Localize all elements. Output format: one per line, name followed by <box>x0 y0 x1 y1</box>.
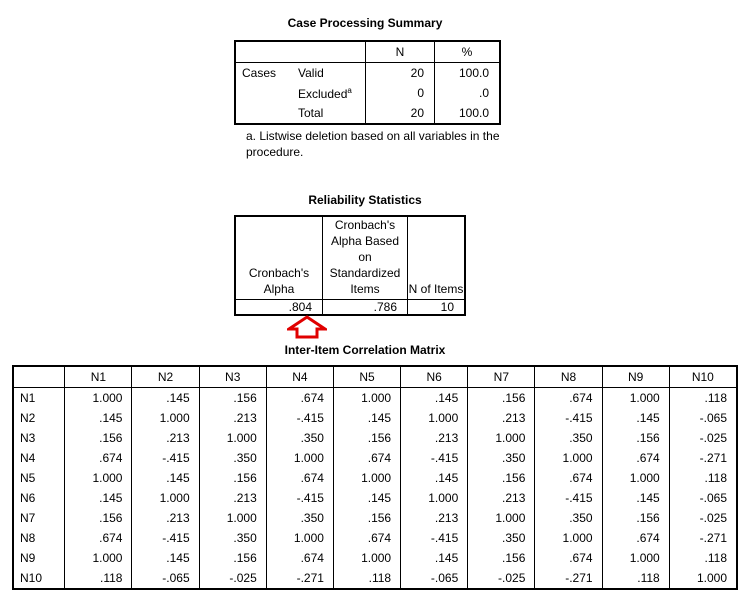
cronbach-alpha-value: .804 <box>288 300 312 314</box>
correlation-cell: .350 <box>535 428 602 448</box>
correlation-cell: -.415 <box>535 488 602 508</box>
row-label-total: Total <box>298 106 324 120</box>
table-row <box>13 448 737 468</box>
col-header: N7 <box>468 366 535 388</box>
correlation-cell: .674 <box>65 448 132 468</box>
correlation-cell: .350 <box>266 508 333 528</box>
correlation-cell: -.415 <box>132 448 199 468</box>
correlation-matrix-table <box>12 365 738 590</box>
correlation-cell: .145 <box>602 408 669 428</box>
correlation-cell: .156 <box>65 508 132 528</box>
col-header: N8 <box>535 366 602 388</box>
header-alpha-standardized: Cronbach's Alpha Based on Standardized Items <box>323 216 408 300</box>
correlation-cell: .145 <box>65 408 132 428</box>
row-header: N6 <box>20 491 36 505</box>
correlation-cell: .118 <box>669 388 737 409</box>
header-n-items: N of Items <box>408 216 466 300</box>
row-header: N10 <box>20 571 43 585</box>
correlation-cell: 1.000 <box>401 408 468 428</box>
correlation-cell: 1.000 <box>266 448 333 468</box>
correlation-cell: 1.000 <box>468 428 535 448</box>
correlation-cell: .674 <box>602 448 669 468</box>
correlation-cell: -.025 <box>468 568 535 589</box>
row-header: N5 <box>20 471 36 485</box>
correlation-cell: .350 <box>199 448 266 468</box>
excluded-pct: .0 <box>435 83 501 103</box>
table-row <box>13 388 737 409</box>
col-header: N10 <box>669 366 737 388</box>
correlation-cell: -.415 <box>266 408 333 428</box>
correlation-cell: .145 <box>132 548 199 568</box>
row-header: N2 <box>20 411 36 425</box>
reliability-title: Reliability Statistics <box>308 193 422 207</box>
case-processing-title: Case Processing Summary <box>287 16 443 30</box>
correlation-cell: 1.000 <box>199 428 266 448</box>
correlation-cell: .350 <box>468 528 535 548</box>
correlation-cell: .118 <box>669 548 737 568</box>
correlation-cell: -.065 <box>669 488 737 508</box>
correlation-cell: 1.000 <box>65 388 132 409</box>
correlation-cell: .156 <box>199 388 266 409</box>
correlation-cell: .118 <box>602 568 669 589</box>
row-header: N8 <box>20 531 36 545</box>
correlation-cell: .674 <box>602 528 669 548</box>
matrix-header-row <box>13 366 737 388</box>
table-row <box>13 548 737 568</box>
correlation-cell: -.271 <box>535 568 602 589</box>
row-label-excluded: Excluded$^a$ <box>298 85 352 101</box>
correlation-cell: .156 <box>602 428 669 448</box>
correlation-cell: .674 <box>535 548 602 568</box>
correlation-cell: .350 <box>199 528 266 548</box>
table-row <box>13 428 737 448</box>
table-row <box>13 508 737 528</box>
header-blank <box>235 41 298 63</box>
col-header: N5 <box>333 366 400 388</box>
correlation-cell: -.415 <box>535 408 602 428</box>
correlation-cell: -.065 <box>132 568 199 589</box>
col-header: N3 <box>199 366 266 388</box>
correlation-cell: -.271 <box>669 448 737 468</box>
correlation-cell: 1.000 <box>535 528 602 548</box>
correlation-title: Inter-Item Correlation Matrix <box>284 343 446 357</box>
up-arrow-icon <box>287 315 327 339</box>
correlation-cell: .674 <box>535 388 602 409</box>
correlation-cell: .213 <box>401 428 468 448</box>
correlation-cell: 1.000 <box>669 568 737 589</box>
correlation-cell: .350 <box>535 508 602 528</box>
total-pct: 100.0 <box>435 103 501 124</box>
valid-pct: 100.0 <box>435 63 501 84</box>
correlation-cell: .145 <box>333 488 400 508</box>
correlation-cell: .213 <box>199 488 266 508</box>
correlation-cell: -.415 <box>401 528 468 548</box>
listwise-footnote: a. Listwise deletion based on all variables in the procedure. <box>246 129 500 159</box>
correlation-cell: -.025 <box>669 428 737 448</box>
correlation-cell: .156 <box>333 428 400 448</box>
correlation-cell: .156 <box>65 428 132 448</box>
correlation-cell: 1.000 <box>132 408 199 428</box>
correlation-cell: .350 <box>468 448 535 468</box>
correlation-cell: .156 <box>602 508 669 528</box>
correlation-cell: .156 <box>468 468 535 488</box>
table-row <box>13 568 737 589</box>
col-header: N6 <box>401 366 468 388</box>
correlation-cell: 1.000 <box>602 548 669 568</box>
table-row <box>13 488 737 508</box>
table-row <box>13 528 737 548</box>
correlation-cell: .213 <box>401 508 468 528</box>
correlation-cell: .156 <box>199 468 266 488</box>
correlation-cell: .145 <box>401 388 468 409</box>
correlation-cell: 1.000 <box>333 388 400 409</box>
correlation-cell: .674 <box>266 468 333 488</box>
correlation-cell: -.065 <box>401 568 468 589</box>
valid-n: 20 <box>366 63 435 84</box>
cases-group-label: Cases <box>242 66 277 80</box>
reliability-table <box>234 215 466 316</box>
correlation-cell: .213 <box>468 408 535 428</box>
correlation-cell: .156 <box>199 548 266 568</box>
correlation-cell: .145 <box>401 468 468 488</box>
correlation-cell: -.271 <box>669 528 737 548</box>
header-percent: % <box>435 41 501 63</box>
correlation-cell: .145 <box>132 388 199 409</box>
case-processing-table <box>234 40 501 125</box>
correlation-cell: 1.000 <box>602 468 669 488</box>
row-header: N7 <box>20 511 36 525</box>
correlation-cell: .118 <box>65 568 132 589</box>
correlation-cell: .145 <box>65 488 132 508</box>
correlation-cell: 1.000 <box>199 508 266 528</box>
table-row <box>13 408 737 428</box>
correlation-cell: .156 <box>468 388 535 409</box>
correlation-cell: .213 <box>199 408 266 428</box>
correlation-cell: .674 <box>266 548 333 568</box>
footnote-marker: a <box>347 85 352 95</box>
correlation-cell: 1.000 <box>333 468 400 488</box>
header-blank <box>13 366 65 388</box>
correlation-cell: .145 <box>132 468 199 488</box>
col-header: N1 <box>65 366 132 388</box>
correlation-cell: .145 <box>333 408 400 428</box>
alpha-standardized-value: .786 <box>323 300 408 316</box>
correlation-cell: .674 <box>333 528 400 548</box>
row-header: N3 <box>20 431 36 445</box>
col-header: N9 <box>602 366 669 388</box>
correlation-cell: .145 <box>602 488 669 508</box>
correlation-cell: 1.000 <box>468 508 535 528</box>
correlation-cell: 1.000 <box>401 488 468 508</box>
correlation-cell: -.415 <box>266 488 333 508</box>
correlation-cell: -.025 <box>199 568 266 589</box>
correlation-cell: 1.000 <box>602 388 669 409</box>
correlation-cell: -.415 <box>401 448 468 468</box>
correlation-cell: 1.000 <box>132 488 199 508</box>
row-label-valid: Valid <box>298 66 324 80</box>
header-cronbach-alpha: Cronbach's Alpha <box>235 216 323 300</box>
row-header: N4 <box>20 451 36 465</box>
correlation-cell: .213 <box>132 428 199 448</box>
correlation-cell: .118 <box>333 568 400 589</box>
col-header: N2 <box>132 366 199 388</box>
correlation-cell: .156 <box>333 508 400 528</box>
total-n: 20 <box>366 103 435 124</box>
correlation-cell: .674 <box>333 448 400 468</box>
correlation-cell: .213 <box>468 488 535 508</box>
correlation-cell: .145 <box>401 548 468 568</box>
header-blank <box>298 41 366 63</box>
col-header: N4 <box>266 366 333 388</box>
correlation-cell: -.415 <box>132 528 199 548</box>
correlation-cell: .156 <box>468 548 535 568</box>
correlation-cell: 1.000 <box>266 528 333 548</box>
correlation-cell: 1.000 <box>65 548 132 568</box>
row-header: N1 <box>20 391 36 405</box>
table-row <box>13 468 737 488</box>
correlation-cell: 1.000 <box>535 448 602 468</box>
correlation-cell: .674 <box>65 528 132 548</box>
correlation-cell: .350 <box>266 428 333 448</box>
header-n: N <box>366 41 435 63</box>
correlation-cell: 1.000 <box>65 468 132 488</box>
correlation-cell: -.065 <box>669 408 737 428</box>
correlation-cell: .118 <box>669 468 737 488</box>
correlation-cell: -.271 <box>266 568 333 589</box>
correlation-cell: .674 <box>266 388 333 409</box>
correlation-cell: -.025 <box>669 508 737 528</box>
correlation-cell: .674 <box>535 468 602 488</box>
excluded-n: 0 <box>366 83 435 103</box>
correlation-cell: .213 <box>132 508 199 528</box>
row-header: N9 <box>20 551 36 565</box>
n-items-value: 10 <box>408 300 466 316</box>
correlation-cell: 1.000 <box>333 548 400 568</box>
